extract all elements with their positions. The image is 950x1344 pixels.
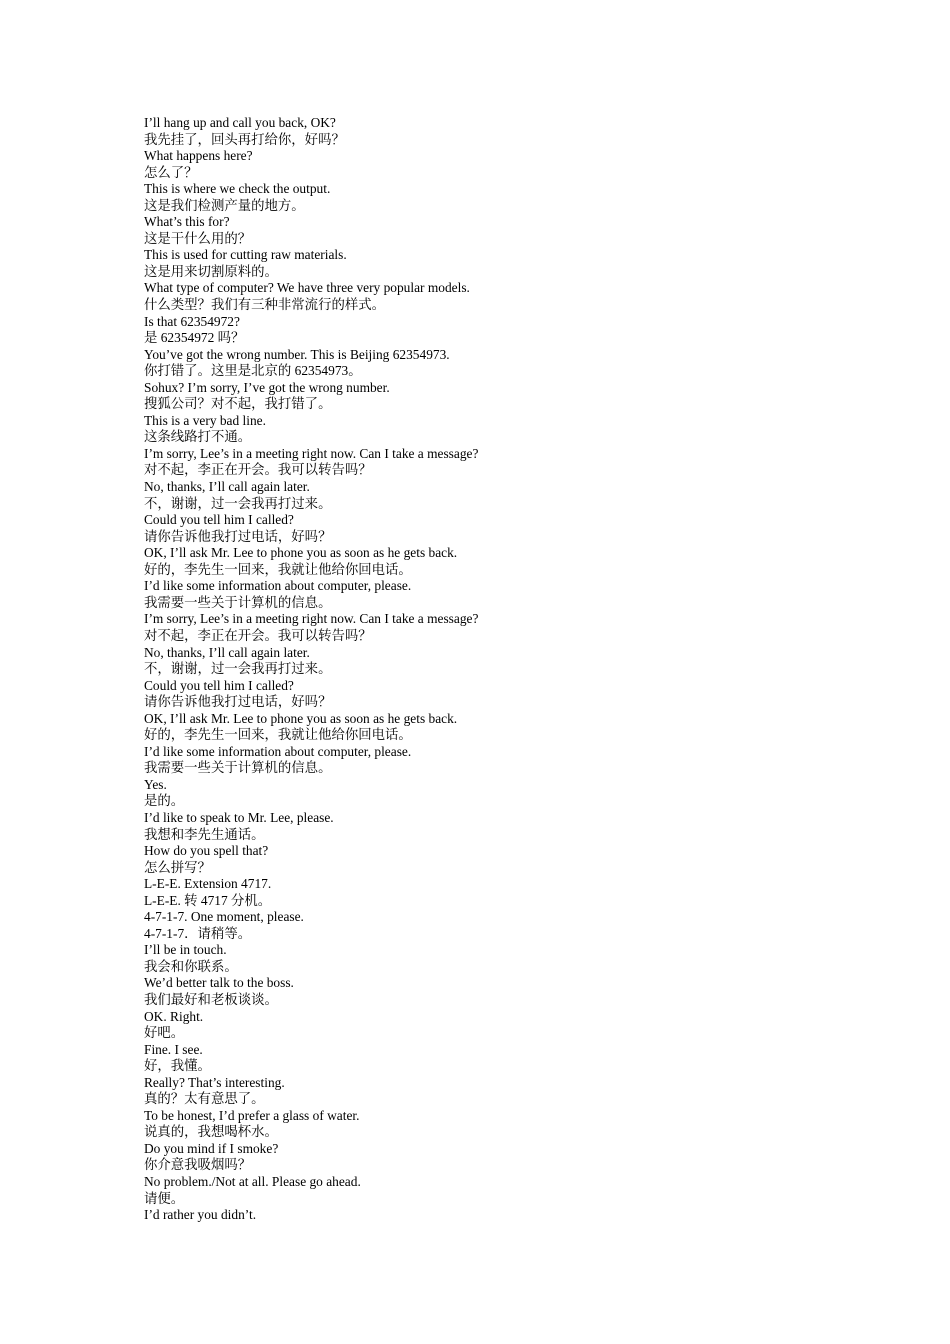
dialogue-text-block [144,115,844,1224]
text-line: 请你告诉他我打过电话，好吗？ [144,528,332,544]
text-line: What type of computer? We have three very popular models. [144,280,470,296]
text-line: 你介意我吸烟吗？ [144,1157,252,1173]
text-line: Fine. I see. [144,1041,203,1057]
text-line: 怎么了？ [144,164,198,180]
text-line: 请你告诉他我打过电话，好吗？ [144,694,332,710]
text-line: No problem./Not at all. Please go ahead. [144,1174,361,1189]
text-line: Could you tell him I called? [144,512,294,528]
text-line: 你打错了。这里是北京的 62354973。 [144,363,362,379]
text-line: 不，谢谢，过一会我再打过来。 [144,661,332,677]
text-line: 对不起，李正在开会。我可以转告吗？ [144,462,372,478]
text-line: 什么类型？我们有三种非常流行的样式。 [144,297,386,313]
text-line: This is where we check the output. [144,181,331,197]
text-line: 好的，李先生一回来，我就让他给你回电话。 [144,561,412,577]
text-line: 这是用来切割原料的。 [144,263,278,279]
text-line: I’ll hang up and call you back, OK? [144,115,336,130]
text-line: 我先挂了，回头再打给你，好吗？ [144,131,345,147]
text-line: 我们最好和老板谈谈。 [144,991,278,1007]
text-line: No, thanks, I’ll call again later. [144,644,310,660]
text-line: I’m sorry, Lee’s in a meeting right now. Can I take a message? [144,445,479,461]
text-line: L-E-E. 转 4717 分机。 [144,892,272,908]
text-line: 我需要一些关于计算机的信息。 [144,594,332,610]
text-line: How do you spell that? [144,843,269,859]
text-line: OK, I’ll ask Mr. Lee to phone you as soon as he gets back. [144,710,458,726]
text-line: 搜狐公司？对不起，我打错了。 [144,396,332,412]
text-line: 好，我懂。 [144,1058,211,1074]
text-line: 我需要一些关于计算机的信息。 [144,760,332,776]
text-line: This is used for cutting raw materials. [144,247,347,263]
text-line: Really? That’s interesting. [144,1074,285,1090]
text-line: What’s this for? [144,214,230,230]
text-line: 好吧。 [144,1025,185,1041]
text-line: 是 62354972 吗？ [144,330,245,346]
text-line: 请便。 [144,1190,185,1206]
text-line: Could you tell him I called? [144,677,294,693]
text-line: 不，谢谢，过一会我再打过来。 [144,495,332,511]
text-line: 这是干什么用的？ [144,230,252,246]
text-line: 我会和你联系。 [144,958,238,974]
text-line: 怎么拼写？ [144,859,211,875]
text-line: OK. Right. [144,1008,204,1024]
text-line: I’d like some information about computer, please. [144,578,412,594]
text-line: Yes. [144,776,167,792]
text-line: What happens here? [144,148,253,164]
text-line: 4-7-1-7. One moment, please. [144,909,304,925]
text-line: To be honest, I’d prefer a glass of water. [144,1107,360,1123]
text-line: OK, I’ll ask Mr. Lee to phone you as soon as he gets back. [144,545,458,561]
text-line: I’ll be in touch. [144,942,227,958]
text-line: 说真的，我想喝杯水。 [144,1124,278,1140]
text-line: 这是我们检测产量的地方。 [144,197,305,213]
text-line: 真的？太有意思了。 [144,1091,265,1107]
text-line: 这条线路打不通。 [144,429,252,445]
text-line: 好的，李先生一回来，我就让他给你回电话。 [144,727,412,743]
text-line: This is a very bad line. [144,412,266,428]
text-line: I’m sorry, Lee’s in a meeting right now. Can I take a message? [144,611,479,627]
text-line: L-E-E. Extension 4717. [144,876,272,892]
text-line: You’ve got the wrong number. This is Beijing 62354973. [144,346,450,362]
text-line: Is that 62354972? [144,313,240,329]
text-line: We’d better talk to the boss. [144,975,294,991]
text-line: I’d rather you didn’t. [144,1207,257,1223]
text-line: I’d like to speak to Mr. Lee, please. [144,809,334,825]
text-line: 对不起，李正在开会。我可以转告吗？ [144,627,372,643]
text-line: 4-7-1-7．请稍等。 [144,925,252,941]
text-line: 我想和李先生通话。 [144,826,265,842]
text-line: I’d like some information about computer, please. [144,743,412,759]
text-line: 是的。 [144,793,185,809]
text-line: Sohux? I’m sorry, I’ve got the wrong number. [144,379,390,395]
text-line: No, thanks, I’ll call again later. [144,479,310,495]
text-line: Do you mind if I smoke? [144,1140,279,1156]
